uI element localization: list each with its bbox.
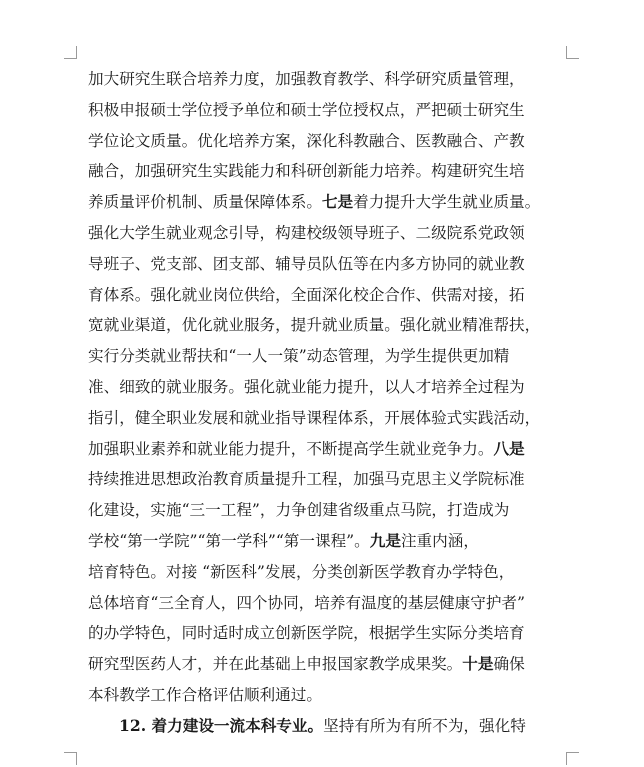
text-line xyxy=(88,649,560,680)
text-run: 确保 xyxy=(493,655,525,674)
text-run: 化建设，实施“三一工程”，力争创建省级重点马院，打造成为 xyxy=(88,501,510,520)
bold-text-run: 八是 xyxy=(493,438,525,458)
text-run: 指引，健全职业发展和就业指导课程体系，开展体验式实践活动， xyxy=(88,408,541,427)
margin-corner-mark-top-left xyxy=(64,46,77,59)
text-line xyxy=(88,156,560,187)
text-line xyxy=(88,526,560,557)
text-line xyxy=(88,557,560,588)
text-line xyxy=(88,187,560,218)
text-line xyxy=(88,588,560,619)
text-line xyxy=(88,249,560,280)
text-line xyxy=(88,218,560,249)
text-run: 着力提升大学生就业质量。 xyxy=(353,193,541,212)
text-run: 宽就业渠道，优化就业服务，提升就业质量。强化就业精准帮扶， xyxy=(88,316,541,335)
text-run: 学校“第一学院”“第一学科”“第一课程”。 xyxy=(88,531,370,550)
text-line xyxy=(88,64,560,95)
text-line xyxy=(88,711,560,742)
text-line xyxy=(88,310,560,341)
text-line xyxy=(88,341,560,372)
margin-corner-mark-bottom-left xyxy=(64,752,77,765)
text-run: 研究型医药人才，并在此基础上申报国家教学成果奖。 xyxy=(88,655,463,674)
text-line xyxy=(88,95,560,126)
text-line xyxy=(88,403,560,434)
text-run: 本科教学工作合格评估顺利通过。 xyxy=(88,685,322,704)
text-run: 养质量评价机制、质量保障体系。 xyxy=(88,193,322,212)
text-line xyxy=(88,680,560,711)
text-run: 总体培育“三全育人，四个协同，培养有温度的基层健康守护者” xyxy=(88,593,525,612)
margin-corner-mark-top-right xyxy=(566,46,579,59)
bold-text-run: 九是 xyxy=(369,530,401,550)
text-line xyxy=(88,434,560,465)
text-run: 持续推进思想政治教育质量提升工程，加强马克思主义学院标准 xyxy=(88,470,525,489)
bold-text-run: 十是 xyxy=(462,654,494,674)
text-run: 积极申报硕士学位授予单位和硕士学位授权点，严把硕士研究生 xyxy=(88,100,525,119)
document-body-text xyxy=(88,64,560,742)
text-line xyxy=(88,464,560,495)
text-run: 注重内涵， xyxy=(400,531,479,550)
text-run: 准、细致的就业服务。强化就业能力提升，以人才培养全过程为 xyxy=(88,377,525,396)
text-line xyxy=(88,618,560,649)
text-run: 加强职业素养和就业能力提升，不断提高学生就业竞争力。 xyxy=(88,439,494,458)
text-run: 实行分类就业帮扶和“一人一策”动态管理，为学生提供更加精 xyxy=(88,347,510,366)
text-run: 培育特色。对接 “新医科”发展，分类创新医学教育办学特色， xyxy=(88,562,515,581)
text-run: 坚持有所为有所不为，强化特 xyxy=(323,716,526,735)
text-run: 学位论文质量。优化培养方案，深化科教融合、医教融合、产教 xyxy=(88,131,525,150)
text-line xyxy=(88,280,560,311)
text-run: 加大研究生联合培养力度，加强教育教学、科学研究质量管理， xyxy=(88,70,525,88)
text-run: 的办学特色，同时适时成立创新医学院，根据学生实际分类培育 xyxy=(88,624,525,643)
text-line xyxy=(88,495,560,526)
margin-corner-mark-bottom-right xyxy=(566,752,579,765)
text-run: 融合，加强研究生实践能力和科研创新能力培养。构建研究生培 xyxy=(88,162,525,181)
bold-text-run: 七是 xyxy=(321,192,354,212)
bold-text-run: 12. 着力建设一流本科专业。 xyxy=(119,715,324,735)
text-run: 导班子、党支部、团支部、辅导员队伍等在内多方协同的就业教 xyxy=(88,254,525,273)
text-run: 强化大学生就业观念引导，构建校级领导班子、二级院系党政领 xyxy=(88,223,525,242)
text-line xyxy=(88,372,560,403)
text-run: 育体系。强化就业岗位供给，全面深化校企合作、供需对接，拓 xyxy=(88,285,525,304)
text-line xyxy=(88,126,560,157)
